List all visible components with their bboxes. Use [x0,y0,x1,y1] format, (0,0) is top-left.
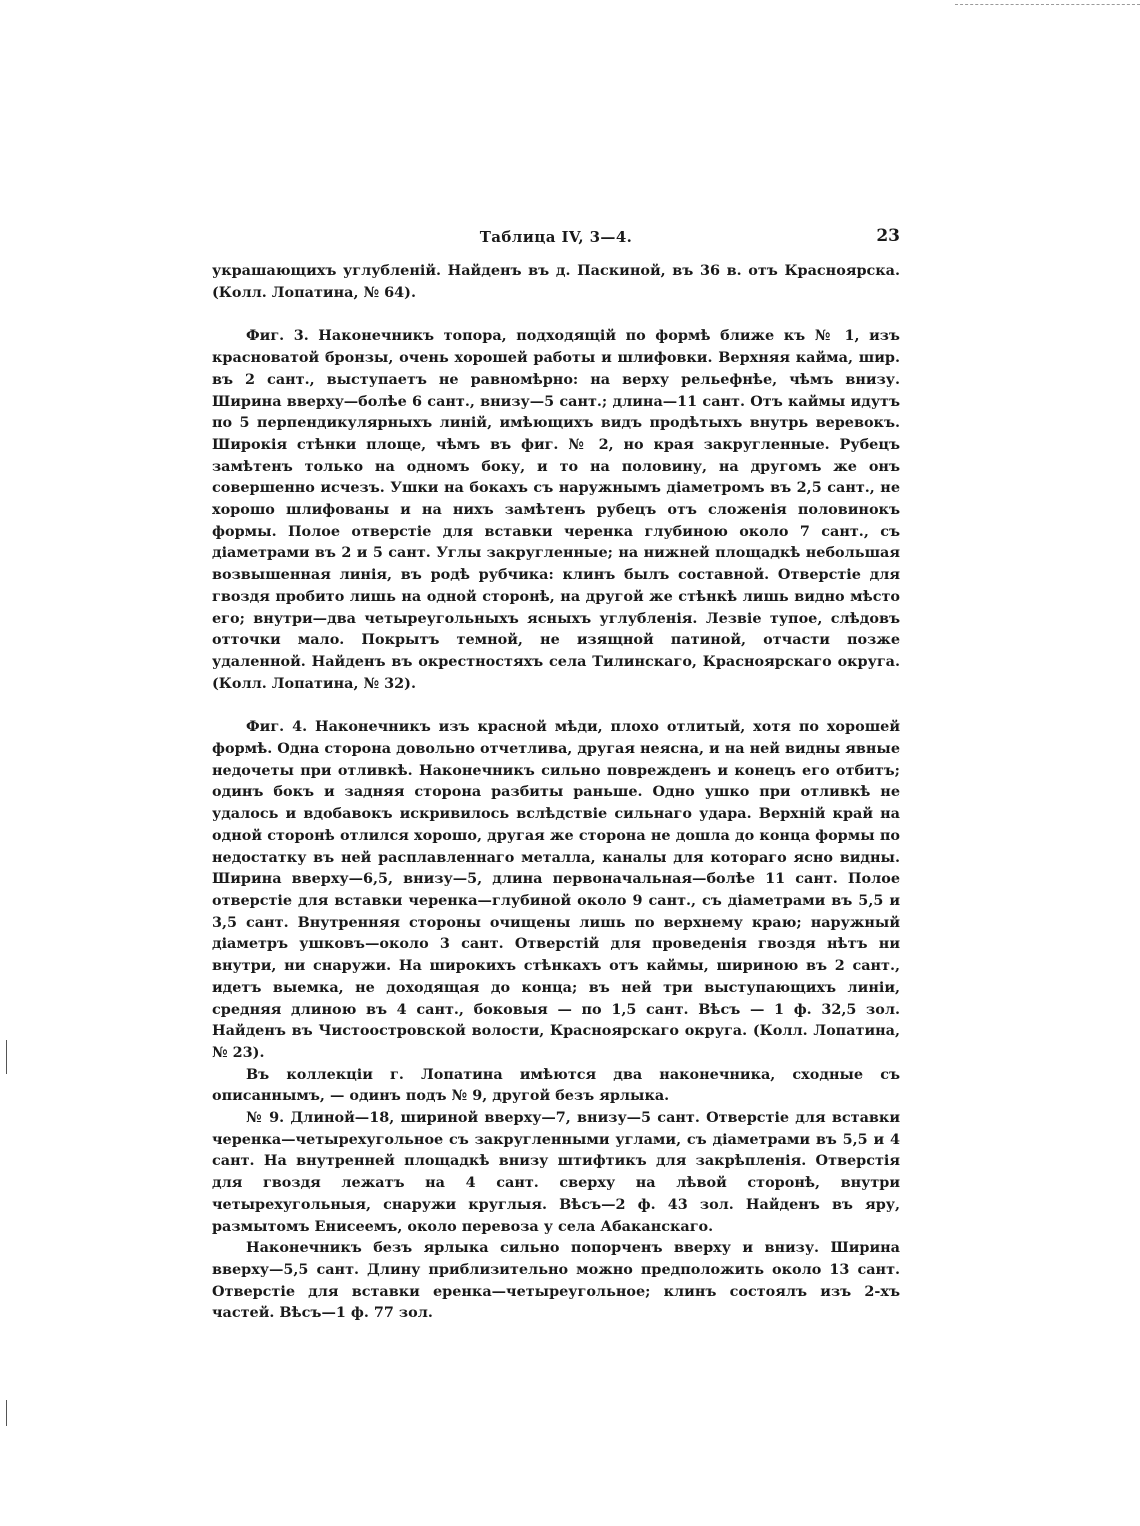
page-number: 23 [876,226,900,246]
paragraph-fig-4 [212,716,900,1063]
figure-label: Фиг. 3. [246,327,309,345]
paragraph-text: Въ коллекціи г. Лопатина имѣются два наконечника, сходные съ описаннымъ, — одинъ подъ № 9, другой безъ ярлыка. [212,1065,900,1105]
running-head [212,224,900,254]
paragraph-item-9 [212,1107,900,1237]
figure-label: Фиг. 4. [246,718,308,736]
scan-artifact-edge-mark [6,1040,7,1074]
scan-artifact-top-rule [955,4,1140,5]
paragraph-unlabeled-item [212,1237,900,1324]
paragraph-text: Наконечникъ изъ красной мѣди, плохо отлитый, хотя по хорошей формѣ. Одна сторона довольно отчетлива, другая неясна, и на ней видны явные недочеты при отливкѣ. Наконечникъ сильно поврежденъ и конецъ его отбитъ; одинъ бокъ и задняя сторона разбиты раньше. Одно ушко при отливкѣ не удалось и вдобавокъ искривилось вслѣдствіе сильнаго удара. Верхній край на одной сторонѣ отлился хорошо, другая же сторона не дошла до конца формы по недостатку въ ней расплавленнаго металла, каналы для котораго ясно видны. Ширина вверху—6,5, внизу—5, длина первоначальная—болѣе 11 сант. Полое отверстіе для вставки черенка—глубиной около 9 сант., съ діаметрами въ 5,5 и 3,5 сант. Внутренняя стороны очищены лишь по верхнему краю; наружный діаметръ ушковъ—около 3 сант. Отверстій для проведенія гвоздя нѣтъ ни внутри, ни снаружи. На широкихъ стѣнкахъ отъ каймы, шириною въ 2 сант., идетъ выемка, не доходящая до конца; въ ней три выступающихъ линіи, средняя длиною въ 4 сант., боковыя — по 1,5 сант. Вѣсъ — 1 ф. 32,5 зол. Найденъ въ Чистоостровской волости, Красноярскаго округа. (Колл. Лопатина, № 23). [212,718,900,1061]
paragraph-text: № 9. Длиной—18, шириной вверху—7, внизу—5 сант. Отверстіе для вставки черенка—четырехугольное съ закругленными углами, съ діаметрами въ 5,5 и 4 сант. На внутренней площадкѣ внизу штифтикъ для закрѣпленія. Отверстія для гвоздя лежатъ на 4 сант. сверху на лѣвой сторонѣ, внутри четырехугольныя, снаружи круглыя. Вѣсъ—2 ф. 43 зол. Найденъ въ яру, размытомъ Енисеемъ, около перевоза у села Абаканскаго. [212,1109,900,1235]
paragraph-text: Наконечникъ безъ ярлыка сильно попорченъ вверху и внизу. Ширина вверху—5,5 сант. Длину приблизительно можно предположить около 13 сант. Отверстіе для вставки еренка—четыреугольное; клинъ состоялъ изъ 2-хъ частей. Вѣсъ—1 ф. 77 зол. [212,1239,900,1322]
paragraph-collection-note [212,1064,900,1107]
paragraph-text: украшающихъ углубленій. Найденъ въ д. Паскиной, въ 36 в. отъ Красноярска. (Колл. Лопатина, № 64). [212,262,900,301]
paragraph-continuation [212,260,900,303]
running-title: Таблица IV, 3—4. [479,228,633,246]
scan-artifact-edge-mark [6,1400,7,1426]
paragraph-text: Наконечникъ топора, подходящій по формѣ ближе къ № 1, изъ красноватой бронзы, очень хорошей работы и шлифовки. Верхняя кайма, шир. въ 2 сант., выступаетъ не равномѣрно: на верху рельефнѣе, чѣмъ внизу. Ширина вверху—болѣе 6 сант., внизу—5 сант.; длина—11 сант. Отъ каймы идутъ по 5 перпендикулярныхъ линій, имѣющихъ видъ продѣтыхъ внутрь веревокъ. Широкія стѣнки площе, чѣмъ въ фиг. № 2, но края закругленные. Рубецъ замѣтенъ только на одномъ боку, и то на половину, на другомъ же онъ совершенно исчезъ. Ушки на бокахъ съ наружнымъ діаметромъ въ 2,5 сант., не хорошо шлифованы и на нихъ замѣтенъ рубецъ отъ сложенія половинокъ формы. Полое отверстіе для вставки черенка глубиною около 7 сант., съ діаметрами въ 2 и 5 сант. Углы закругленные; на нижней площадкѣ небольшая возвышенная линія, въ родѣ рубчика: клинъ былъ составной. Отверстіе для гвоздя пробито лишь на одной сторонѣ, на другой же стѣнкѣ лишь видно мѣсто его; внутри—два четыреугольныхъ ясныхъ углубленія. Лезвіе тупое, слѣдовъ отточки мало. Покрытъ темной, не изящной патиной, отчасти позже удаленной. Найденъ въ окрестностяхъ села Тилинскаго, Красноярскаго округа. (Колл. Лопатина, № 32). [212,327,900,692]
body-text [212,260,900,1324]
page-content [212,224,900,1324]
paragraph-fig-3 [212,325,900,694]
